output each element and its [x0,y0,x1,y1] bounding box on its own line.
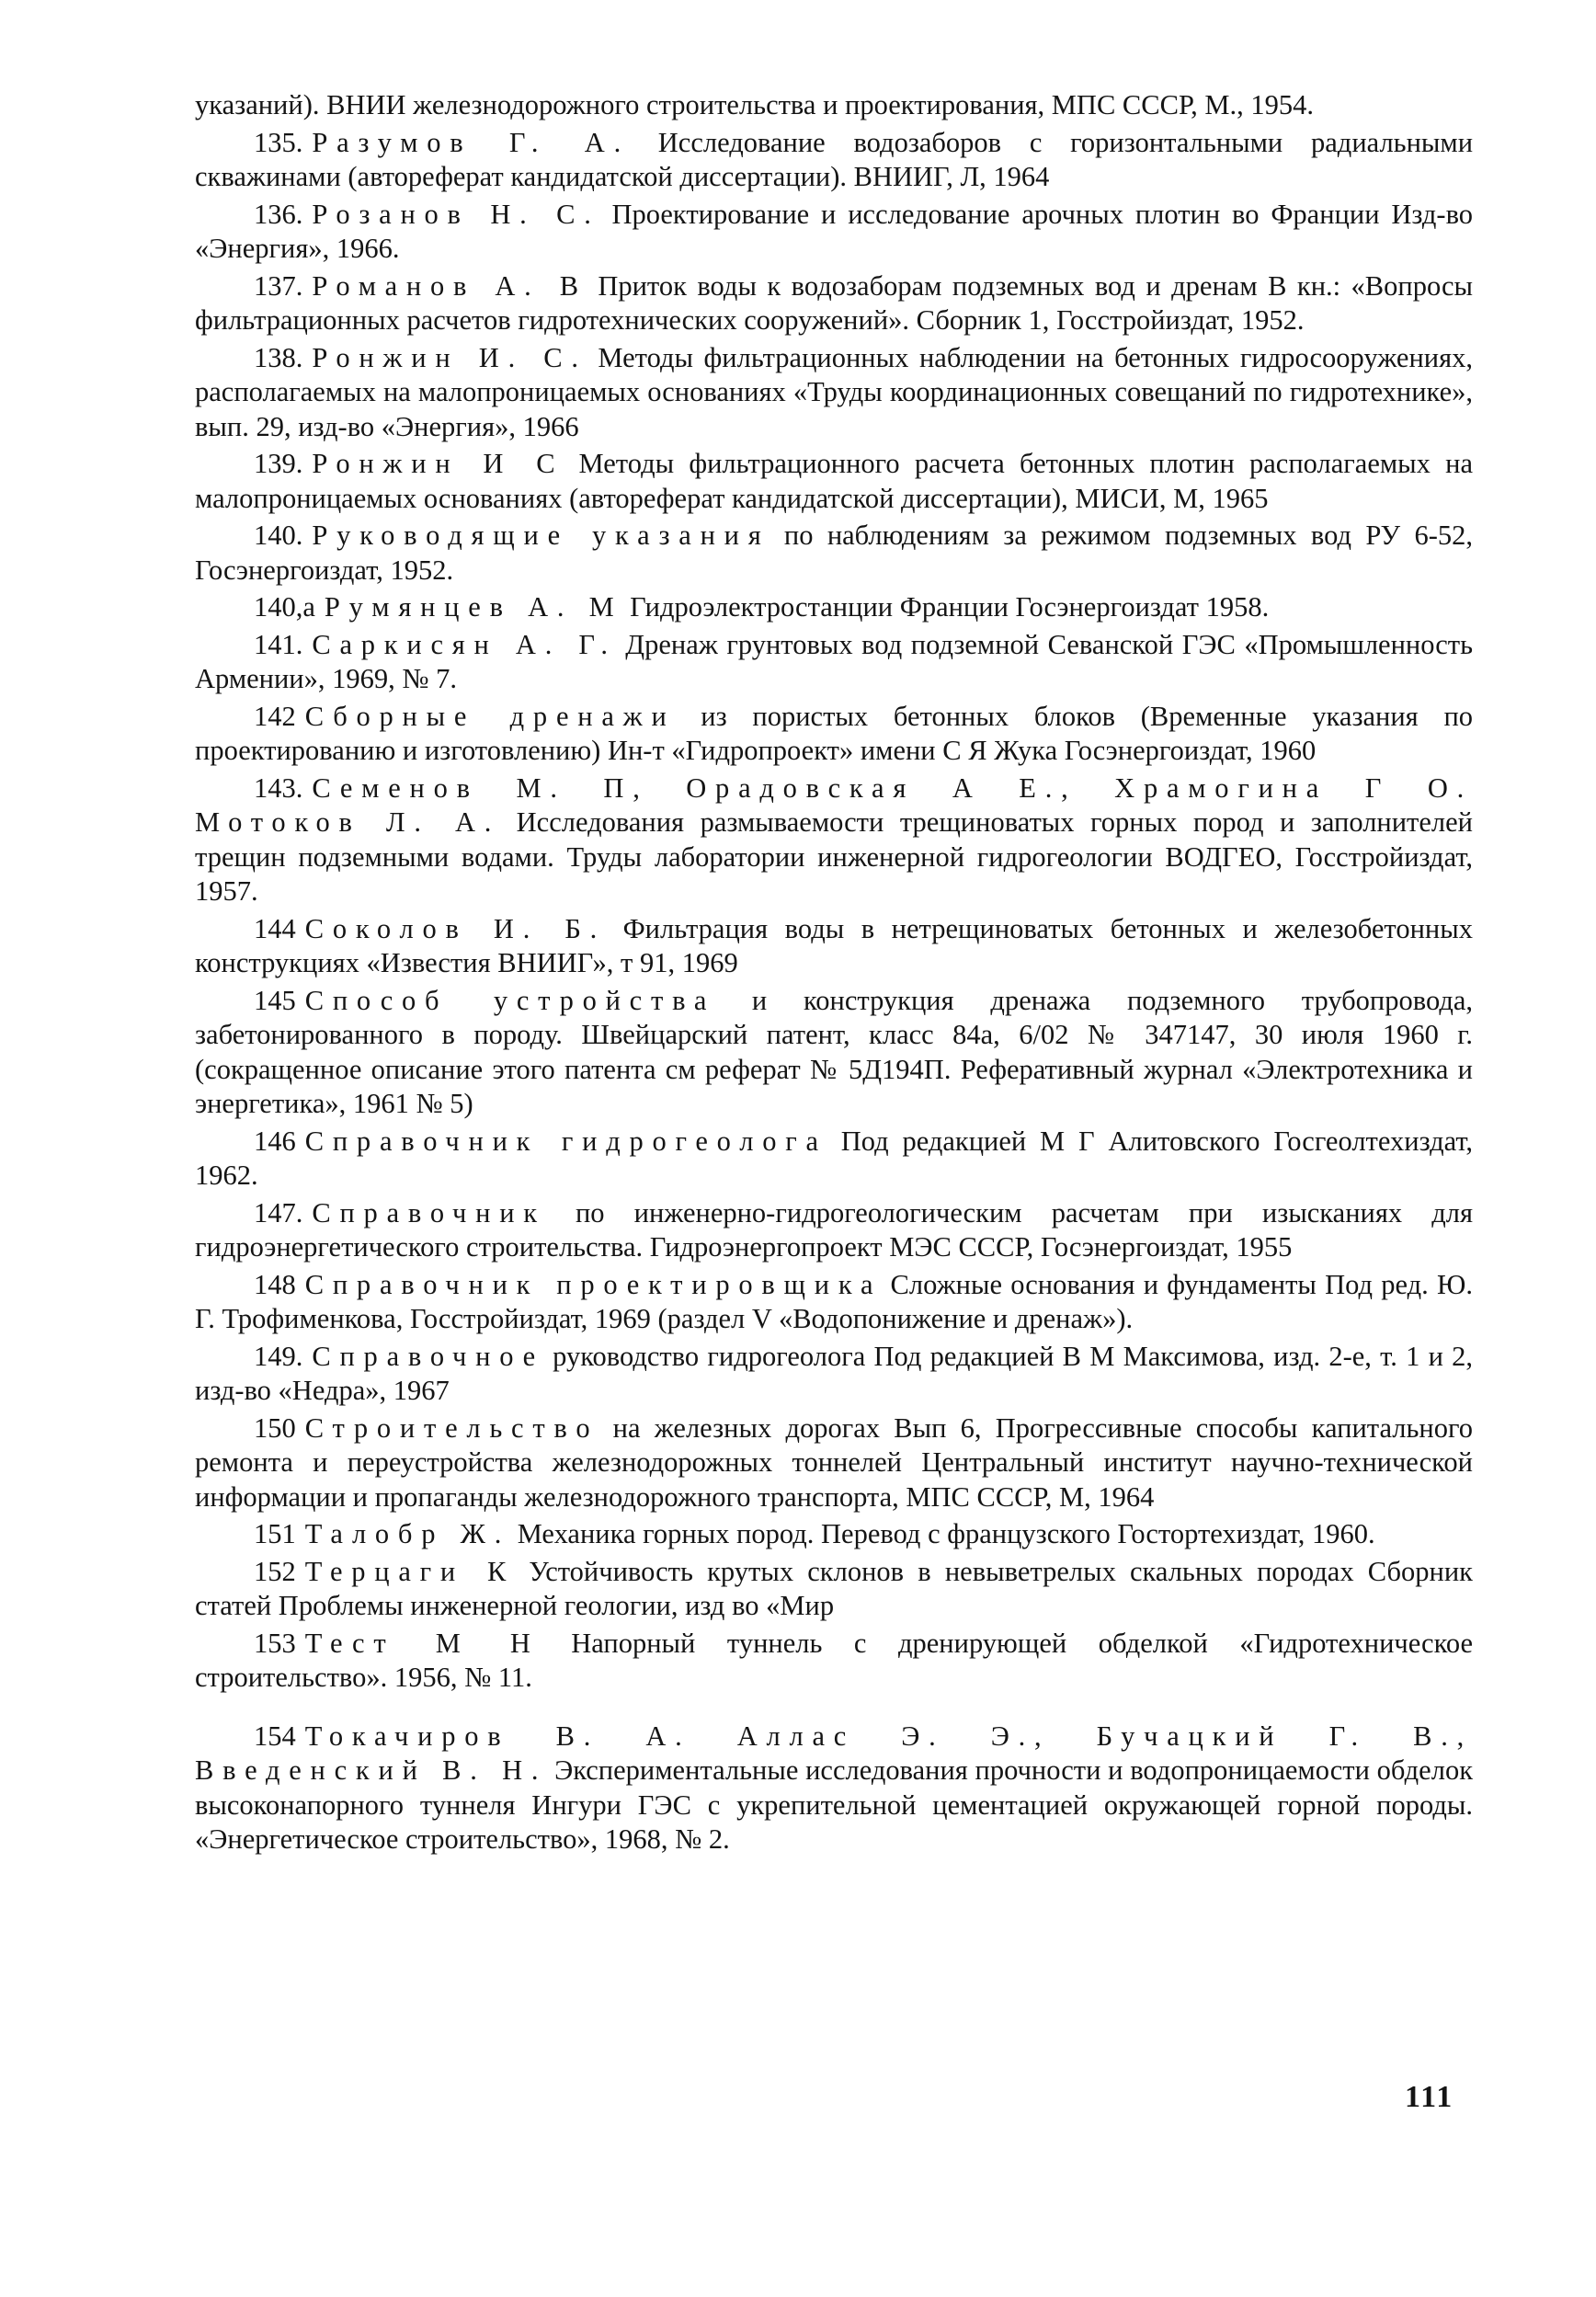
list-item [195,1268,1473,1337]
reference-text: Методы фильтрационных наблюдении на бетонных гидросооружениях, располагаемых на малопроницаемых основаниях «Труды координационных совещаний по гидротехнике», вып. 29, изд-во «Энергия», 1966 [195,341,1473,442]
reference-text: Дренаж грунтовых вод подземной Севанской ГЭС «Промышленность Армении», 1969, № 7. [195,628,1474,694]
list-item [195,1720,1473,1857]
reference-author: Сборные дренажи [304,700,676,732]
reference-text: указаний). ВНИИ железнодорожного строительства и проектирования, МПС СССР, М., 1954. [195,89,1314,120]
reference-text: Механика горных пород. Перевод с французского Гостортехиздат, 1960. [517,1518,1375,1549]
reference-text: Проектирование и исследование арочных плотин во Франции Изд-во «Энергия», 1966. [195,198,1474,264]
reference-author: Ронжин И. С. [312,341,587,373]
reference-author: Семенов М. П, Орадовская А Е., Храмогина Г О. Мотоков Л. А. [195,771,1473,838]
reference-number: 149. [254,1340,303,1372]
reference-author: Разумов Г. А. [312,126,630,158]
list-item [195,1125,1473,1194]
reference-list [195,88,1473,1860]
reference-text: из пористых бетонных блоков (Временные указания по проектированию и изготовлению) Ин-т «Гидропроект» имени С Я Жука Госэнергоиздат, 1960 [195,700,1474,766]
list-item [195,1555,1473,1624]
reference-number: 136. [254,198,303,230]
list-item [195,771,1473,909]
reference-text: по наблюдениям за режимом подземных вод РУ 6-52, Госэнергоиздат, 1952. [195,520,1474,586]
list-item [195,126,1473,195]
reference-text: Исследования размываемости трещиноватых горных пород и заполнителей трещин подземными водами. Труды лаборатории инженерной гидрогеологии ВОДГЕО, Госстройиздат, 1957. [195,806,1474,907]
reference-number: 145 [254,984,296,1016]
list-item [195,198,1473,267]
reference-author: Терцаги К [304,1555,516,1587]
reference-author: Талобр Ж. [304,1518,511,1549]
reference-number: 153 [254,1627,296,1659]
reference-number: 141. [254,628,303,660]
reference-number: 138. [254,341,303,373]
list-item [195,984,1473,1122]
list-item [195,628,1473,697]
reference-author: Справочник проектировщика [304,1268,883,1300]
reference-author: Строительство [304,1411,599,1444]
reference-number: 147. [254,1196,303,1228]
reference-number: 151 [254,1518,296,1549]
reference-number: 137. [254,269,303,302]
reference-text: по инженерно-гидрогеологическим расчетам при изысканиях для гидроэнергетического строительства. Гидроэнергопроект МЭС СССР, Госэнергоиздат, 1955 [195,1196,1473,1263]
reference-text: Гидроэлектростанции Франции Госэнергоиздат 1958. [630,591,1270,623]
reference-text: Сложные основания и фундаменты Под ред. Ю. Г. Трофименкова, Госстройиздат, 1969 (раздел V «Водопонижение и дренаж»). [195,1268,1473,1334]
list-item [195,1627,1473,1696]
reference-text: на железных дорогах Вып 6, Прогрессивные способы капитального ремонта и переустройства железнодорожных тоннелей Центральный институт научно-технической информации и пропаганды железнодорожного транспорта, МПС СССР, М, 1964 [195,1411,1474,1513]
reference-text: Устойчивость крутых склонов в невыветрелых скальных породах Сборник статей Проблемы инженерной геологии, изд во «Мир [195,1555,1473,1621]
list-item [195,1340,1473,1409]
reference-author: Саркисян А. Г. [312,628,617,660]
list-item [195,700,1473,769]
reference-number: 140,а [254,591,315,623]
reference-number: 144 [254,912,296,944]
reference-number: 154 [254,1720,296,1752]
reference-number: 135. [254,126,303,158]
list-item [195,912,1473,981]
reference-author: Ронжин И С [312,448,564,479]
reference-author: Румянцев А. М [324,591,623,623]
reference-number: 140. [254,520,303,551]
reference-number: 152 [254,1555,296,1587]
reference-text: Экспериментальные исследования прочности и водопроницаемости обделок высоконапорного туннеля Ингури ГЭС с укрепительной цементацией окружающей горной породы. «Энергетическое строительство», 1968, № 2. [195,1754,1474,1855]
reference-number: 148 [254,1268,296,1300]
reference-text: Методы фильтрационного расчета бетонных плотин располагаемых на малопроницаемых основаниях (автореферат кандидатской диссертации), МИСИ, М, 1965 [195,448,1473,514]
reference-text: руководство гидрогеолога Под редакцией В М Максимова, изд. 2-е, т. 1 и 2, изд-во «Недра», 1967 [195,1340,1474,1406]
reference-author: Соколов И. Б. [304,912,607,944]
reference-text: Фильтрация воды в нетрещиноватых бетонных и железобетонных конструкциях «Известия ВНИИГ», т 91, 1969 [195,912,1473,978]
reference-number: 143. [254,771,303,804]
reference-text: и конструкция дренажа подземного трубопровода, забетонированного в породу. Швейцарский патент, класс 84а, 6/02 № 347147, 30 июля 1960 г. (сокращенное описание этого патента см реферат № 5Д194П. Реферативный журнал «Электротехника и энергетика», 1961 № 5) [195,984,1473,1119]
list-item [195,269,1473,338]
reference-text: Приток воды к водозаборам подземных вод и дренам В кн.: «Вопросы фильтрационных расчетов гидротехнических сооружений». Сборник 1, Госстройиздат, 1952. [195,269,1474,336]
list-item [195,519,1473,588]
reference-author: Токачиров В. А. Аллас Э. Э., Бучацкий Г. В., Введенский В. Н. [195,1720,1473,1786]
reference-author: Справочник [312,1196,546,1228]
list-item [195,341,1473,445]
reference-number: 142 [254,700,296,732]
reference-author: Способ устройства [304,984,716,1016]
list-item [195,1517,1473,1552]
reference-author: Розанов Н. С. [312,198,600,230]
list-item [195,1196,1473,1265]
reference-number: 139. [254,448,303,479]
reference-author: Руководящие указания [312,520,770,551]
reference-number: 150 [254,1411,296,1444]
list-item [195,447,1473,516]
list-item [195,88,1473,123]
reference-author: Справочник гидрогеолога [304,1125,827,1157]
reference-author: Тест М Н [304,1627,540,1659]
reference-text: Напорный туннель с дренирующей обделкой «Гидротехническое строительство». 1956, № 11. [195,1627,1474,1693]
reference-number: 146 [254,1125,296,1157]
list-item [195,590,1473,625]
reference-text: Исследование водозаборов с горизонтальными радиальными скважинами (автореферат кандидатской диссертации). ВНИИГ, Л, 1964 [195,126,1474,192]
list-item [195,1411,1473,1515]
page-number: 111 [1405,2080,1454,2114]
reference-text: Под редакцией М Г Алитовского Госгеолтехиздат, 1962. [195,1125,1474,1191]
reference-author: Романов А. В [312,269,587,302]
reference-author: Справочное [312,1340,544,1372]
